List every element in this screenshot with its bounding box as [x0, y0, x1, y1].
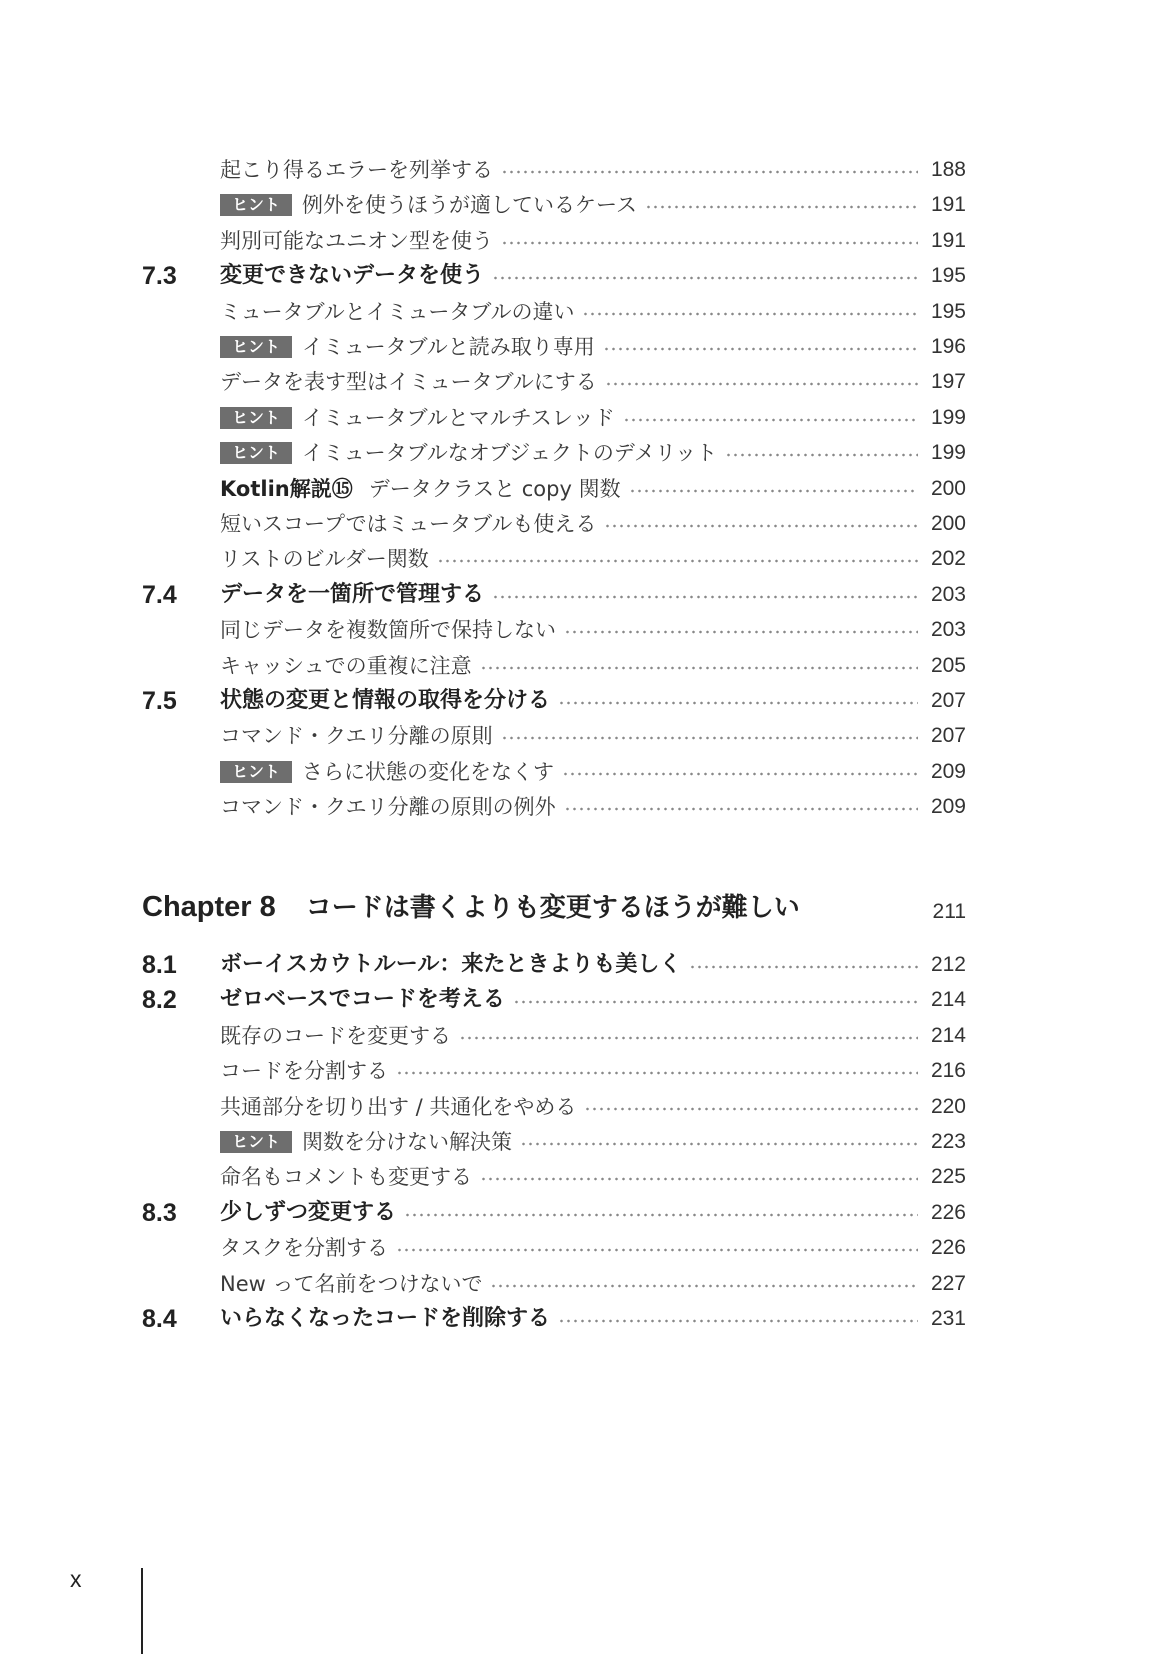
toc-section-row [142, 580, 966, 610]
entry-title: 少しずつ変更する [220, 1199, 397, 1225]
page-number: 195 [930, 299, 966, 323]
hint-badge: ヒント [220, 442, 292, 464]
chapter-page-number: 211 [932, 900, 966, 923]
page-number: 197 [930, 370, 966, 394]
dot-leader [404, 1198, 918, 1228]
dot-leader [689, 950, 918, 980]
entry-body [220, 580, 926, 610]
entry-title: いらなくなったコードを削除する [220, 1306, 551, 1331]
entry-body [220, 950, 926, 980]
toc-entry-row [142, 1127, 966, 1157]
entry-title: イミュータブルとマルチスレッド [302, 405, 615, 430]
section-number: 7.3 [142, 262, 177, 291]
dot-leader [564, 792, 918, 822]
toc-section-row [142, 261, 966, 291]
entry-title: コマンド・クエリ分離の原則の例外 [220, 795, 556, 820]
dot-leader [623, 403, 918, 433]
entry-body [220, 686, 926, 716]
section-number: 7.4 [142, 580, 177, 609]
dot-leader [629, 474, 918, 504]
hint-badge: ヒント [220, 1131, 292, 1153]
dot-leader [520, 1127, 918, 1157]
page-number: 188 [930, 158, 966, 181]
page-number: 223 [930, 1130, 966, 1153]
dot-leader [582, 297, 918, 327]
entry-body [220, 1127, 926, 1157]
entry-body [220, 509, 926, 539]
entry-body [220, 615, 926, 645]
page-number: 196 [930, 335, 966, 358]
dot-leader [604, 509, 918, 539]
entry-body [220, 474, 926, 504]
toc-entry-row [142, 1021, 966, 1051]
section-number: 8.3 [142, 1198, 177, 1227]
dot-leader [558, 1304, 918, 1334]
entry-body [220, 1269, 926, 1299]
dot-leader [501, 721, 918, 751]
dot-leader [584, 1092, 918, 1122]
dot-leader [562, 757, 918, 787]
entry-title: 例外を使うほうが適しているケース [302, 193, 637, 218]
page-number: 199 [930, 441, 966, 465]
dot-leader [513, 985, 918, 1015]
entry-body [220, 367, 926, 397]
entry-title: 起こり得るエラーを列挙する [220, 158, 493, 182]
entry-body [220, 1056, 926, 1086]
toc-entry-row [142, 190, 966, 220]
dot-leader [603, 332, 918, 362]
page-number: 226 [930, 1236, 966, 1260]
page-number: 225 [930, 1165, 966, 1189]
entry-title: データを表す型はイミュータブルにする [220, 370, 597, 395]
entry-title: ミュータブルとイミュータブルの違い [220, 299, 575, 324]
dot-leader [605, 367, 918, 397]
toc-section-row [142, 686, 966, 716]
page-number: 226 [930, 1200, 966, 1224]
toc-entry-row [142, 1162, 966, 1192]
entry-title: New って名前をつけないで [220, 1271, 483, 1296]
page-number: 214 [930, 1023, 966, 1047]
entry-title: 短いスコープではミュータブルも使える [220, 512, 597, 536]
entry-title: コマンド・クエリ分離の原則 [220, 724, 493, 749]
page-number: 200 [930, 476, 966, 500]
dot-leader [725, 438, 918, 468]
toc-entry-row [142, 297, 966, 327]
entry-body [220, 297, 926, 327]
dot-leader [492, 261, 918, 291]
entry-title: リストのビルダー関数 [220, 547, 429, 572]
toc-entry-row [142, 367, 966, 397]
page-number: 212 [930, 953, 966, 976]
page-number: 203 [930, 582, 966, 606]
dot-leader [490, 1269, 918, 1299]
toc-section-row [142, 950, 966, 980]
page-number: 220 [930, 1094, 966, 1118]
page-number: 209 [930, 795, 966, 819]
entry-body [220, 651, 926, 681]
section-number: 7.5 [142, 687, 177, 715]
entry-title: キャッシュでの重複に注意 [220, 653, 472, 678]
toc-entry-row [142, 403, 966, 433]
entry-body [220, 226, 926, 256]
toc-entry-row [142, 509, 966, 539]
entry-body [220, 792, 926, 822]
entry-title: 関数を分けない解決策 [302, 1130, 512, 1154]
kotlin-note-label: Kotlin解説⑮ [220, 476, 353, 501]
entry-body [220, 155, 926, 185]
page-number: 205 [930, 653, 966, 677]
page-number: 199 [930, 405, 966, 429]
page-number: 207 [930, 724, 966, 748]
toc-entry-row [142, 1233, 966, 1263]
page-number: 191 [930, 228, 966, 252]
page-number: 191 [930, 193, 966, 217]
toc-entry-row [142, 1092, 966, 1122]
dot-leader [558, 686, 918, 716]
toc-entry-row [142, 226, 966, 256]
chapter-title: コードは書くよりも変更するほうが難しい [305, 893, 800, 923]
entry-title: 共通部分を切り出す / 共通化をやめる [220, 1094, 577, 1119]
entry-title: イミュータブルなオブジェクトのデメリット [302, 441, 718, 466]
page-number: 203 [930, 618, 966, 642]
entry-body [220, 544, 926, 574]
hint-badge: ヒント [220, 336, 292, 358]
toc-entry-row [142, 155, 966, 185]
toc-entry-row [142, 757, 966, 787]
entry-body [220, 1233, 926, 1263]
dot-leader [480, 1162, 918, 1192]
entry-title: 命名もコメントも変更する [220, 1165, 472, 1190]
entry-title: さらに状態の変化をなくす [302, 759, 554, 784]
entry-title: データを一箇所で管理する [220, 581, 485, 607]
hint-badge: ヒント [220, 194, 292, 216]
toc-entry-row [142, 474, 966, 504]
page-folio: x [70, 1566, 82, 1592]
toc-entry-row [142, 438, 966, 468]
page-number: 202 [930, 547, 966, 571]
toc-entry-row [142, 332, 966, 362]
entry-body [220, 403, 926, 433]
margin-rule [141, 1568, 143, 1654]
toc-entry-row [142, 651, 966, 681]
dot-leader [501, 226, 918, 256]
page-number: 200 [930, 512, 966, 535]
chapter-heading [142, 888, 966, 924]
section-number: 8.2 [142, 986, 177, 1015]
toc-entry-row [142, 544, 966, 574]
toc-section-row [142, 985, 966, 1015]
dot-leader [459, 1021, 918, 1051]
dot-leader [501, 155, 918, 185]
section-number: 8.1 [142, 951, 177, 979]
dot-leader [437, 544, 918, 574]
entry-body [220, 757, 926, 787]
entry-body [220, 1304, 926, 1334]
page-number: 207 [930, 689, 966, 712]
toc-entry-row [142, 1056, 966, 1086]
page-number: 216 [930, 1059, 966, 1083]
entry-body [220, 190, 926, 220]
entry-body [220, 438, 926, 468]
entry-body [220, 261, 926, 291]
hint-badge: ヒント [220, 407, 292, 429]
entry-title: コードを分割する [220, 1059, 388, 1084]
entry-body [220, 985, 926, 1015]
entry-title: タスクを分割する [220, 1236, 388, 1261]
toc-section-row [142, 1198, 966, 1228]
page-number: 231 [930, 1307, 966, 1330]
entry-body [220, 1198, 926, 1228]
page-number: 227 [930, 1271, 966, 1295]
entry-title: イミュータブルと読み取り専用 [302, 335, 595, 359]
page-number: 214 [930, 988, 966, 1012]
entry-title: ゼロベースでコードを考える [220, 987, 505, 1013]
page-number: 209 [930, 759, 966, 783]
toc-entry-row [142, 792, 966, 822]
dot-leader [564, 615, 918, 645]
dot-leader [396, 1233, 918, 1263]
entry-title: データクラスと copy 関数 [368, 476, 621, 501]
entry-title: 変更できないデータを使う [220, 263, 485, 289]
entry-title: 状態の変更と情報の取得を分ける [220, 688, 551, 713]
section-number: 8.4 [142, 1305, 177, 1333]
toc-entry-row [142, 1269, 966, 1299]
dot-leader [480, 651, 918, 681]
entry-body [220, 1092, 926, 1122]
dot-leader [645, 190, 918, 220]
entry-title: 判別可能なユニオン型を使う [220, 228, 493, 253]
dot-leader [492, 580, 918, 610]
chapter-label: Chapter 8 [142, 891, 276, 923]
toc-entry-row [142, 615, 966, 645]
entry-body [220, 721, 926, 751]
entry-body [220, 332, 926, 362]
entry-title: 同じデータを複数箇所で保持しない [220, 618, 556, 643]
entry-body [220, 1021, 926, 1051]
toc-section-row [142, 1304, 966, 1334]
toc-entry-row [142, 721, 966, 751]
hint-badge: ヒント [220, 761, 292, 783]
entry-title: 既存のコードを変更する [220, 1023, 451, 1048]
entry-title: ボーイスカウトルール：来たときよりも美しく [220, 952, 682, 977]
dot-leader [396, 1056, 918, 1086]
entry-body [220, 1162, 926, 1192]
page-number: 195 [930, 264, 966, 288]
